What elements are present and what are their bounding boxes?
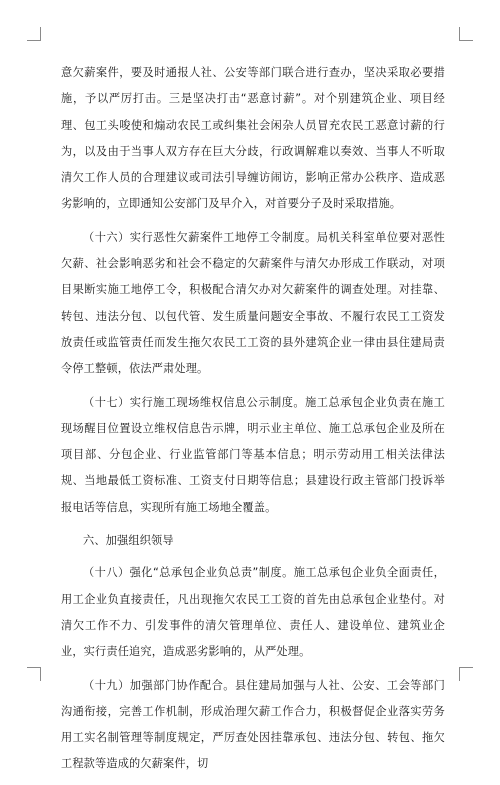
crop-mark-bottom-right-v [459, 667, 460, 681]
paragraph-item-19: （十九）加强部门协作配合。县住建局加强与人社、公安、工会等部门沟通衔接，完善工作机制，形成治理欠薪工作合力，积极督促企业落实劳务用工实名制管理等制度规定，严厉查处因挂靠承包、违法分包、转包、拖欠工程款等造成的欠薪案件，切 [61, 678, 445, 771]
crop-mark-top-right-h [459, 40, 473, 41]
paragraph-item-18: （十八）强化“总承包企业负总责”制度。施工总承包企业负全面责任，用工企业负直接责任，凡出现拖欠农民工工资的首先由总承包企业垫付。对清欠工作不力、引发事件的清欠管理单位、责任人、建设单位、建筑业企业，实行责任追究，造成恶劣影响的，从严处理。 [61, 566, 445, 659]
document-body [61, 60, 445, 785]
crop-mark-bottom-left-v [40, 667, 41, 681]
crop-mark-bottom-left-h [27, 667, 41, 668]
crop-mark-top-left-v [40, 27, 41, 41]
crop-mark-bottom-right-h [459, 667, 473, 668]
crop-mark-top-right-v [459, 27, 460, 41]
section-heading-6: 六、加强组织领导 [83, 534, 174, 548]
paragraph-item-17: （十七）实行施工现场维权信息公示制度。施工总承包企业负责在施工现场醒目位置设立维权信息告示牌，明示业主单位、施工总承包企业及所在项目部、分包企业、行业监管部门等基本信息；明示劳动用工相关法律法规、当地最低工资标准、工资支付日期等信息；县建设行政主管部门投诉举报电话等信息，实现所有施工场地全覆盖。 [61, 395, 445, 514]
crop-mark-top-left-h [27, 40, 41, 41]
paragraph-item-16: （十六）实行恶性欠薪案件工地停工令制度。局机关科室单位要对恶性欠薪、社会影响恶劣和社会不稳定的欠薪案件与清欠办形成工作联动，对项目果断实施工地停工令，积极配合清欠办对欠薪案件的调查处理。对挂靠、转包、违法分包、以包代管、发生质量问题安全事故、不履行农民工工资发放责任或监管责任而发生拖欠农民工工资的县外建筑企业一律由县住建局责令停工整顿，依法严肃处理。 [61, 230, 445, 376]
paragraph-continuation: 意欠薪案件，要及时通报人社、公安等部门联合进行查办，坚决采取必要措施，予以严厉打击。三是坚决打击“恶意讨薪”。对个别建筑企业、项目经理、包工头唆使和煽动农民工或纠集社会闲杂人员冒充农民工恶意讨薪的行为，以及由于当事人双方存在巨大分歧，行政调解难以奏效、当事人不听取清欠工作人员的合理建议或司法引导缠访闹访，影响正常办公秩序、造成恶劣影响的，立即通知公安部门及早介入，对首要分子及时采取措施。 [61, 66, 445, 211]
